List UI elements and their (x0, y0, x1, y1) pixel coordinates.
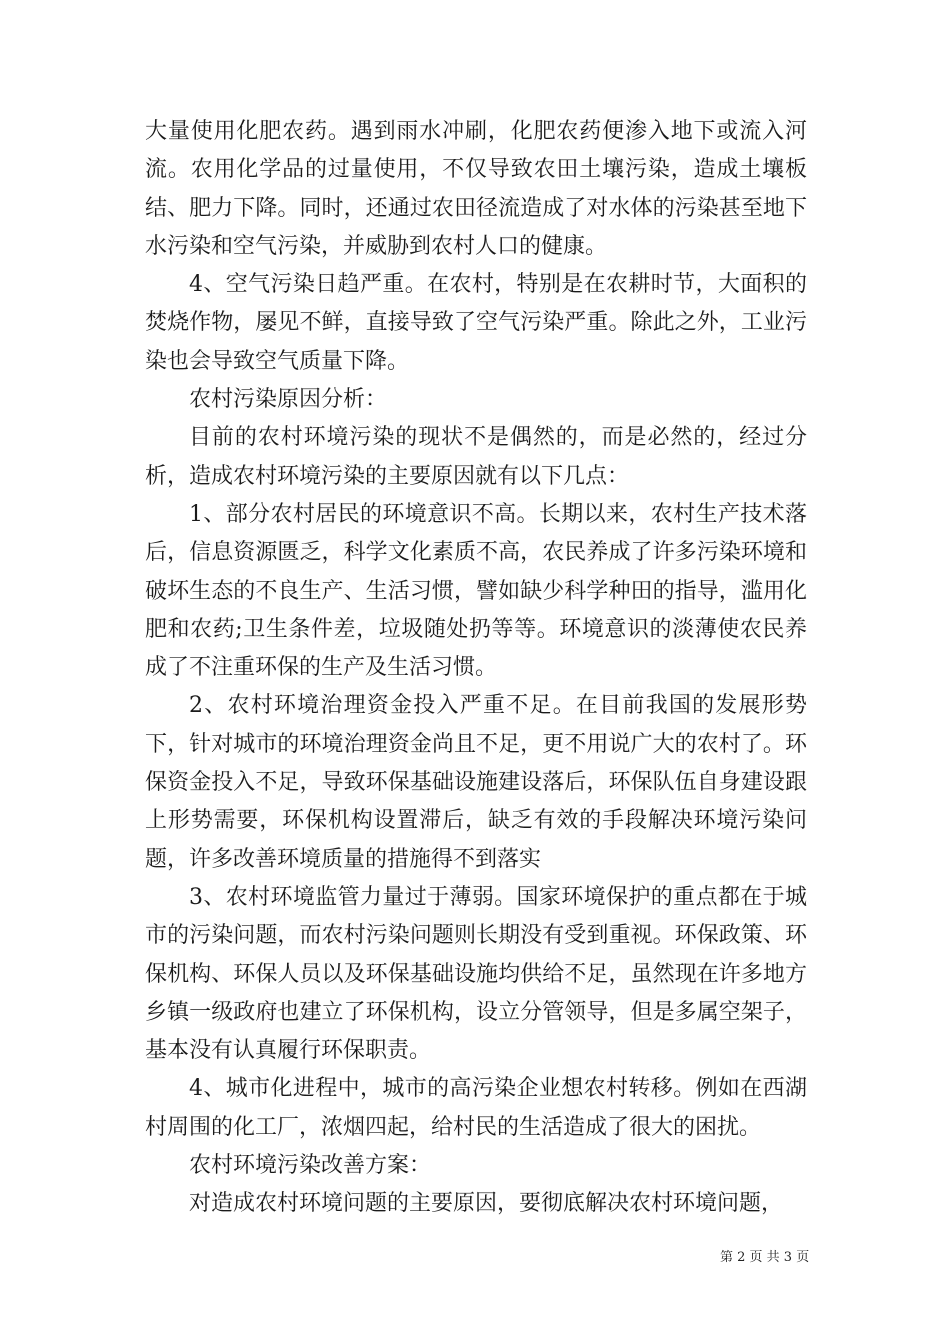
paragraph-7: 3、农村环境监管力量过于薄弱。国家环境保护的重点都在于城市的污染问题，而农村污染问题则长期没有受到重视。环保政策、环保机构、环保人员以及环保基础设施均供给不足，虽然现在许多地方乡镇一级政府也建立了环保机构，设立分管领导，但是多属空架子，基本没有认真履行环保职责。 (145, 884, 807, 1064)
paragraph-9-heading: 农村环境污染改善方案： (189, 1153, 432, 1179)
paragraph-10: 对造成农村环境问题的主要原因，要彻底解决农村环境问题， (189, 1191, 784, 1217)
paragraph-4: 目前的农村环境污染的现状不是偶然的，而是必然的，经过分析，造成农村环境污染的主要原因就有以下几点： (145, 425, 807, 489)
document-body (145, 113, 807, 1224)
paragraph-8: 4、城市化进程中，城市的高污染企业想农村转移。例如在西湖村周围的化工厂，浓烟四起，给村民的生活造成了很大的困扰。 (145, 1076, 807, 1140)
page-number-footer: 第 2 页 共 3 页 (720, 1250, 810, 1265)
paragraph-6: 2、农村环境治理资金投入严重不足。在目前我国的发展形势下，针对城市的环境治理资金尚且不足，更不用说广大的农村了。环保资金投入不足，导致环保基础设施建设落后，环保队伍自身建设跟上形势需要，环保机构设置滞后，缺乏有效的手段解决环境污染问题，许多改善环境质量的措施得不到落实 (145, 693, 807, 872)
paragraph-1: 大量使用化肥农药。遇到雨水冲刷，化肥农药便渗入地下或流入河流。农用化学品的过量使用，不仅导致农田土壤污染，造成土壤板结、肥力下降。同时，还通过农田径流造成了对水体的污染甚至地下水污染和空气污染，并威胁到农村人口的健康。 (145, 119, 807, 259)
paragraph-5: 1、部分农村居民的环境意识不高。长期以来，农村生产技术落后，信息资源匮乏，科学文化素质不高，农民养成了许多污染环境和破坏生态的不良生产、生活习惯，譬如缺少科学种田的指导，滥用化肥和农药;卫生条件差，垃圾随处扔等等。环境意识的淡薄使农民养成了不注重环保的生产及生活习惯。 (145, 501, 807, 681)
paragraph-3-heading: 农村污染原因分析： (189, 387, 388, 413)
paragraph-2: 4、空气污染日趋严重。在农村，特别是在农耕时节，大面积的焚烧作物，屡见不鲜，直接导致了空气污染严重。除此之外，工业污染也会导致空气质量下降。 (145, 272, 807, 374)
